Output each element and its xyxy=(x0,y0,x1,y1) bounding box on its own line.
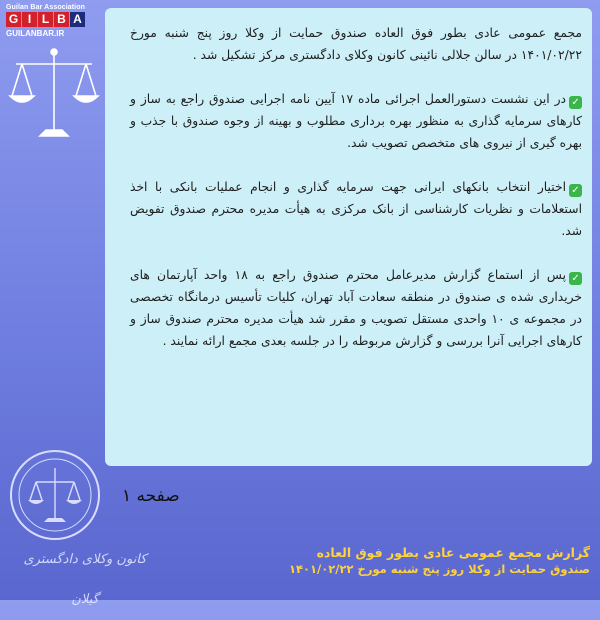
footer-title: گزارش مجمع عمومی عادی بطور فوق العاده xyxy=(316,545,590,560)
bar-association-emblem xyxy=(8,448,102,542)
logo-letters xyxy=(6,12,90,27)
scales-of-justice-icon xyxy=(8,46,100,141)
logo-letter: G xyxy=(6,12,21,27)
report-body xyxy=(130,22,582,374)
page-number: صفحه ۱ xyxy=(122,486,180,506)
paragraph-text: در این نشست دستورالعمل اجرائی ماده ۱۷ آیین نامه اجرایی صندوق راجع به ساز و کارهای سرمایه گذاری به منظور بهره برداری مطلوب و بهینه از وجوه صندوق با جذب و بهره گیری از نیروی های متخصص تصویب شد. xyxy=(130,92,582,150)
paragraph xyxy=(130,176,582,242)
logo-url: GUILANBAR.IR xyxy=(6,29,65,38)
paragraph xyxy=(130,88,582,154)
check-mark-icon: ✓ xyxy=(569,184,582,197)
logo-letter: L xyxy=(38,12,53,27)
paragraph xyxy=(130,22,582,66)
paragraph-text: مجمع عمومی عادی بطور فوق العاده صندوق حمایت از وکلا روز پنج شنبه مورخ ۱۴۰۱/۰۲/۲۲ در سالن جلالی نائینی کانون وکلای دادگستری مرکز تشکیل شد . xyxy=(130,26,582,62)
paragraph-text: پس از استماع گزارش مدیرعامل محترم صندوق راجع به ۱۸ واحد آپارتمان های خریداری شده ی صندوق در منطقه سعادت آباد تهران، کلیات تأسیس درمانگاه تخصصی در مجموعه ی ۱۰ واحدی مستقل تصویب و مقرر شد هیأت مدیره محترم صندوق ساز و کارهای اجرایی آنرا بررسی و گزارش مربوطه را در جلسه بعدی مجمع ارائه نمایند . xyxy=(130,268,583,348)
paragraph xyxy=(130,264,582,352)
logo-letter: A xyxy=(70,12,85,27)
footer-caption xyxy=(190,544,590,578)
bar-association-calligraphy: کانون وکلای دادگستری گیلان xyxy=(23,552,147,607)
logo-letter: I xyxy=(22,12,37,27)
logo-letter: B xyxy=(54,12,69,27)
paragraph-text: اختیار انتخاب بانکهای ایرانی جهت سرمایه گذاری و انجام عملیات بانکی با اخذ استعلامات و نظریات کارشناسی از بانک مرکزی به هیأت مدیره محترم صندوق تفویض شد. xyxy=(130,180,582,238)
footer-subtitle: صندوق حمایت از وکلا روز پنج شنبه مورخ ۱۴۰۱/۰۲/۲۲ xyxy=(288,562,590,576)
logo-association-name: Guilan Bar Association xyxy=(6,4,85,11)
bar-association-logo xyxy=(6,4,90,44)
check-mark-icon: ✓ xyxy=(569,272,582,285)
check-mark-icon: ✓ xyxy=(569,96,582,109)
